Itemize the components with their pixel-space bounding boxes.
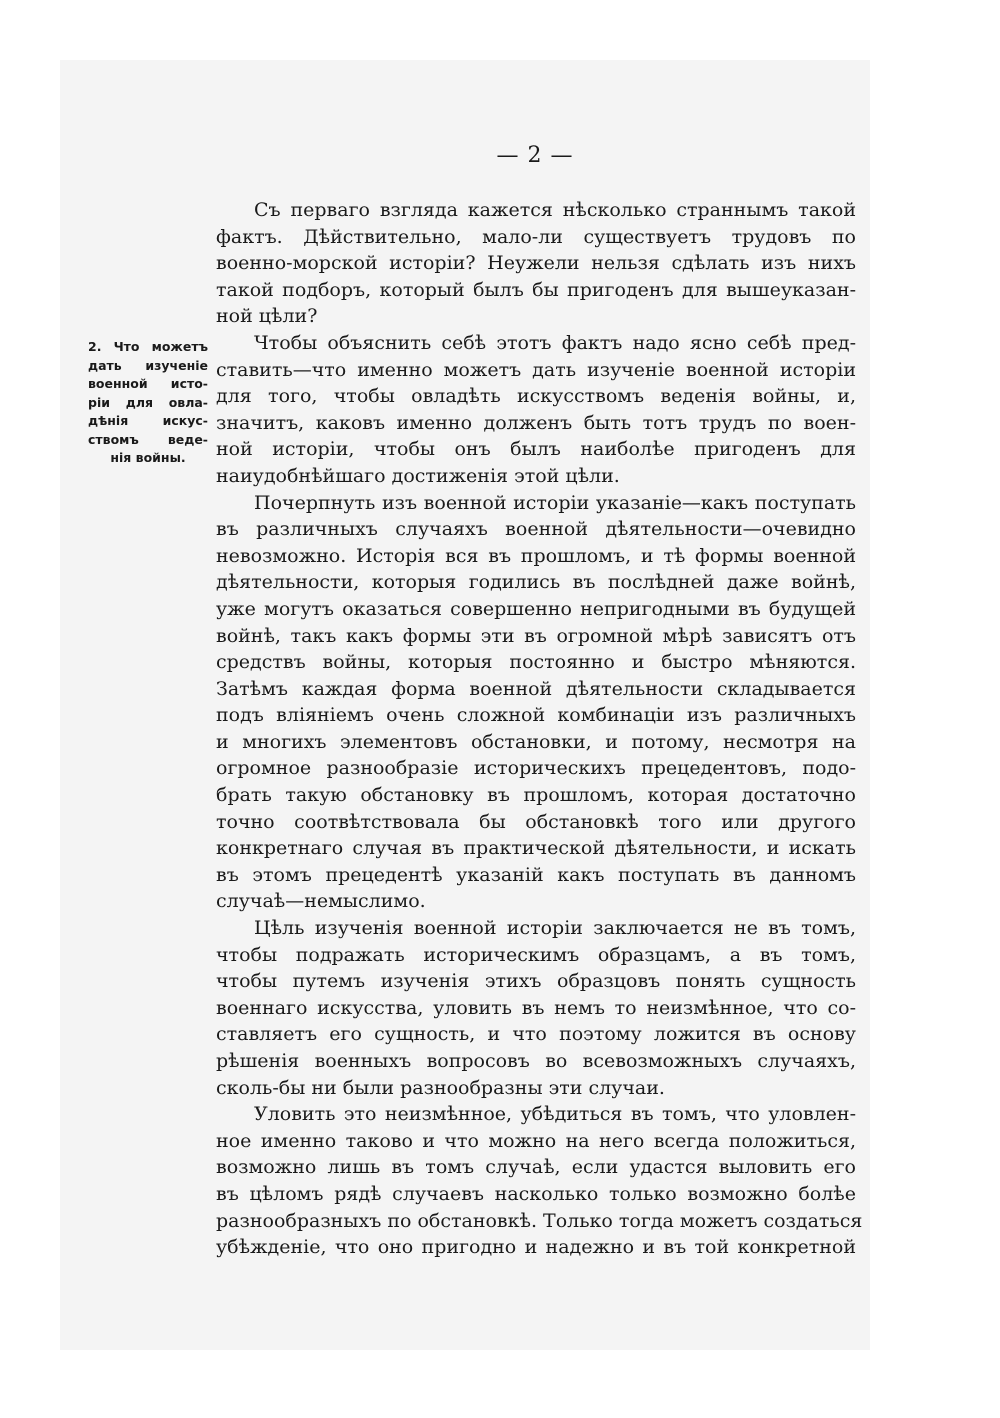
text-line: ставляетъ его сущность, и что поэтому ложится въ основу [216,1023,856,1046]
text-line: ной цѣли? [216,305,318,328]
text-line: наиудобнѣйшаго достиженія этой цѣли. [216,464,620,487]
text-line: огромное разнообразіе историческихъ прецедентовъ, подо- [216,757,856,780]
text-line: для того, чтобы овладѣть искусствомъ веденія войны, и, [216,385,856,408]
text-line: брать такую обстановку въ прошломъ, которая достаточно [216,784,856,807]
page-number: — 2 — [496,143,574,168]
text-line: случаѣ—немыслимо. [216,890,426,913]
text-line: ное именно таково и что можно на него всегда положиться, [216,1129,856,1152]
paragraph [216,915,856,1101]
margin-note-line: дать изученіе [88,357,208,373]
text-line: Затѣмъ каждая форма военной дѣятельности складывается [216,677,856,700]
margin-note-line: 2. Что можетъ [88,339,208,354]
text-line: ставить—что именно можетъ дать изученіе военной исторіи [216,358,856,381]
text-line: рѣшенія военныхъ вопросовъ во всевозможныхъ случаяхъ, [216,1050,856,1072]
text-line: Съ перваго взгляда кажется нѣсколько страннымъ такой [254,199,856,221]
text-line: войнѣ, такъ какъ формы эти въ огромной мѣрѣ зависятъ отъ [216,624,856,647]
text-line: конкретнаго случая въ практической дѣятельности, и искать [216,837,856,860]
text-line: Уловить это неизмѣнное, убѣдиться въ томъ, что уловлен- [254,1103,856,1126]
text-line: чтобы подражать историческимъ образцамъ, а въ томъ, [216,943,856,966]
margin-note [88,338,208,468]
text-line: разнообразныхъ по обстановкѣ. Только тогда можетъ создаться [216,1209,863,1232]
text-line: Почерпнуть изъ военной исторіи указаніе—какъ поступать [254,491,856,514]
text-line: уже могутъ оказаться совершенно непригодными въ будущей [216,597,856,620]
margin-note-line: ствомъ веде- [88,431,208,447]
text-line: Чтобы объяснить себѣ этотъ фактъ надо ясно себѣ пред- [254,331,856,354]
margin-note-line: ріи для овла- [88,394,208,410]
text-line: и многихъ элементовъ обстановки, и потому, несмотря на [216,730,856,753]
text-line: въ различныхъ случаяхъ военной дѣятельности—очевидно [216,518,856,541]
text-line: военно-морской исторіи? Неужели нельзя сдѣлать изъ нихъ [216,252,856,275]
text-line: точно соотвѣтствовала бы обстановкѣ того или другого [216,810,856,833]
margin-note-line: военной исто- [88,376,208,391]
text-line: возможно лишь въ томъ случаѣ, если удастся выловить его [216,1156,856,1179]
margin-note-line: дѣнія искус- [88,413,208,428]
text-line: въ этомъ прецедентѣ указаній какъ поступать въ данномъ [216,863,856,886]
paragraph [216,490,856,916]
text-line: Цѣль изученія военной исторіи заключается не въ томъ, [254,917,856,940]
text-line: средствъ войны, которыя постоянно и быстро мѣняются. [216,651,856,674]
text-line: невозможно. Исторія вся въ прошломъ, и тѣ формы военной [216,544,856,567]
text-line: такой подборъ, который былъ бы пригоденъ для вышеуказан- [216,278,856,301]
text-line: чтобы путемъ изученія этихъ образцовъ понять сущность [216,970,856,993]
text-line: въ цѣломъ рядѣ случаевъ насколько только возможно болѣе [216,1182,856,1205]
text-line: военнаго искусства, уловить въ немъ то неизмѣнное, что со- [216,996,856,1019]
paragraph [216,330,856,490]
text-line: ной исторіи, чтобы онъ былъ наиболѣе пригоденъ для [216,438,856,461]
text-line: фактъ. Дѣйствительно, мало-ли существуетъ трудовъ по [216,225,856,248]
paragraph [216,197,856,330]
body-text [216,197,863,1261]
text-line: значитъ, каковъ именно долженъ быть тотъ трудъ по воен- [216,411,856,434]
text-line: дѣятельности, которыя годились въ послѣдней даже войнѣ, [216,571,856,594]
text-line: сколь-бы ни были разнообразны эти случаи. [216,1076,665,1099]
paragraph [216,1101,863,1261]
margin-note-line: нія войны. [110,450,186,465]
text-line: убѣжденіе, что оно пригодно и надежно и въ той конкретной [216,1236,856,1259]
text-line: подъ вліяніемъ очень сложной комбинаціи изъ различныхъ [216,704,856,727]
